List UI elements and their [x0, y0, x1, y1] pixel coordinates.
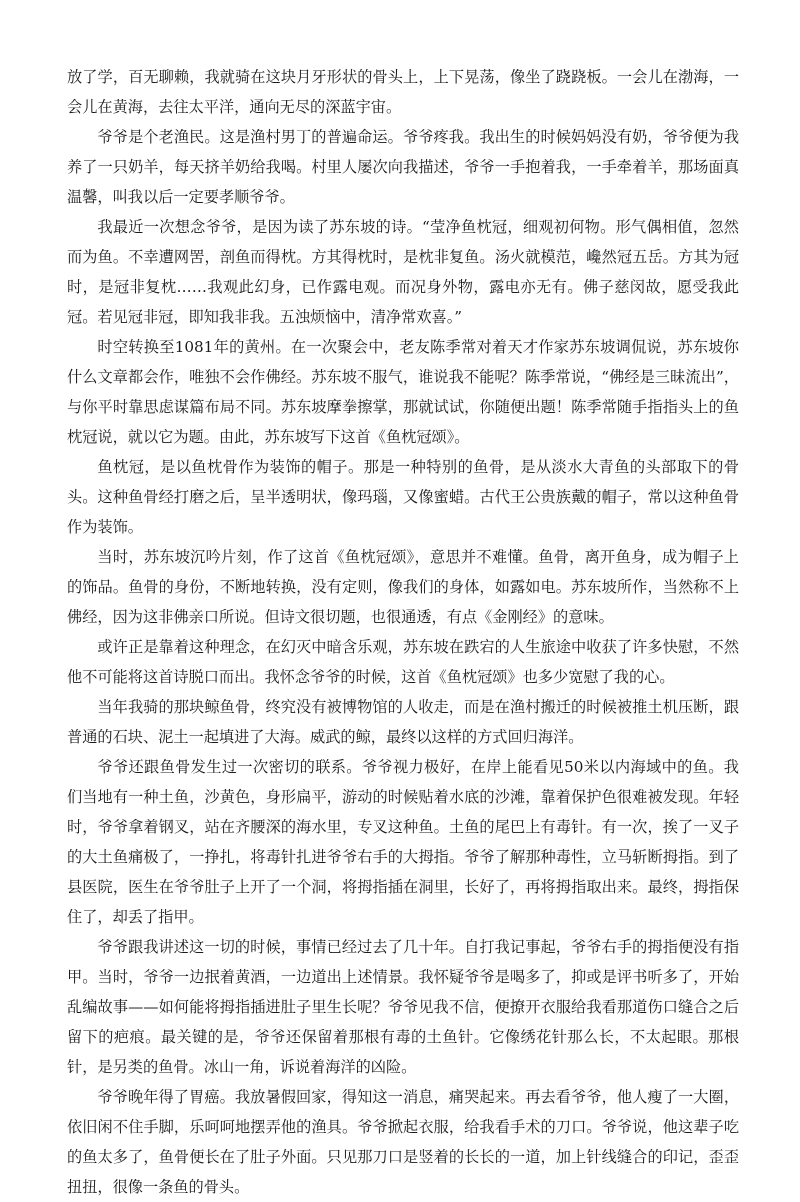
paragraph-8: 当年我骑的那块鲸鱼骨，终究没有被博物馆的人收走，而是在渔村搬迁的时候被推土机压断，跟普通的石块、泥土一起填进了大海。威武的鲸，最终以这样的方式回归海洋。: [67, 698, 739, 746]
paragraph-2: 爷爷是个老渔民。这是渔村男丁的普遍命运。爷爷疼我。我出生的时候妈妈没有奶，爷爷便为我养了一只奶羊，每天挤羊奶给我喝。村里人屡次向我描述，爷爷一手抱着我，一手牵着羊，那场面真温馨，叫我以后一定要孝顺爷爷。: [67, 128, 739, 206]
paragraph-4: 时空转换至1081年的黄州。在一次聚会中，老友陈季常对着天才作家苏东坡调侃说，苏东坡你什么文章都会作，唯独不会作佛经。苏东坡不服气，谁说我不能呢？陈季常说，“佛经是三昧流出”，与你平时靠思虑谋篇布局不同。苏东坡摩拳擦掌，那就试试，你随便出题！陈季常随手指指头上的鱼枕冠说，就以它为题。由此，苏东坡写下这首《鱼枕冠颂》。: [67, 338, 739, 446]
paragraph-6: 当时，苏东坡沉吟片刻，作了这首《鱼枕冠颂》，意思并不难懂。鱼骨，离开鱼身，成为帽子上的饰品。鱼骨的身份，不断地转换，没有定则，像我们的身体，如露如电。苏东坡所作，当然称不上佛经，因为这非佛亲口所说。但诗文很切题，也很通透，有点《金刚经》的意味。: [67, 548, 739, 626]
paragraph-5: 鱼枕冠，是以鱼枕骨作为装饰的帽子。那是一种特别的鱼骨，是从淡水大青鱼的头部取下的骨头。这种鱼骨经打磨之后，呈半透明状，像玛瑙，又像蜜蜡。古代王公贵族戴的帽子，常以这种鱼骨作为装饰。: [67, 458, 739, 536]
paragraph-9: 爷爷还跟鱼骨发生过一次密切的联系。爷爷视力极好，在岸上能看见50米以内海域中的鱼。我们当地有一种土鱼，沙黄色，身形扁平，游动的时候贴着水底的沙滩，靠着保护色很难被发现。年轻时，爷爷拿着钢叉，站在齐腰深的海水里，专叉这种鱼。土鱼的尾巴上有毒针。有一次，挨了一叉子的大土鱼痛极了，一挣扎，将毒针扎进爷爷右手的大拇指。爷爷了解那种毒性，立马斩断拇指。到了县医院，医生在爷爷肚子上开了一个洞，将拇指插在洞里，长好了，再将拇指取出来。最终，拇指保住了，却丢了指甲。: [67, 758, 739, 926]
paragraph-7: 或许正是靠着这种理念，在幻灭中暗含乐观，苏东坡在跌宕的人生旅途中收获了许多快慰，不然他不可能将这首诗脱口而出。我怀念爷爷的时候，这首《鱼枕冠颂》也多少宽慰了我的心。: [67, 638, 739, 686]
document-body: [67, 62, 739, 1202]
paragraph-10: 爷爷跟我讲述这一切的时候，事情已经过去了几十年。自打我记事起，爷爷右手的拇指便没有指甲。当时，爷爷一边抿着黄酒，一边道出上述情景。我怀疑爷爷是喝多了，抑或是评书听多了，开始乱编故事——如何能将拇指插进肚子里生长呢？爷爷见我不信，便撩开衣服给我看那道伤口缝合之后留下的疤痕。最关键的是，爷爷还保留着那根有毒的土鱼针。它像绣花针那么长，不太起眼。那根针，是另类的鱼骨。冰山一角，诉说着海洋的凶险。: [67, 938, 739, 1076]
paragraph-11: 爷爷晚年得了胃癌。我放暑假回家，得知这一消息，痛哭起来。再去看爷爷，他人瘦了一大圈，依旧闲不住手脚，乐呵呵地摆弄他的渔具。爷爷掀起衣服，给我看手术的刀口。爷爷说，他这辈子吃的鱼太多了，鱼骨便长在了肚子外面。只见那刀口是竖着的长长的一道，加上针线缝合的印记，歪歪扭扭，很像一条鱼的骨头。: [67, 1088, 739, 1196]
paragraph-1: 放了学，百无聊赖，我就骑在这块月牙形状的骨头上，上下晃荡，像坐了跷跷板。一会儿在渤海，一会儿在黄海，去往太平洋，通向无尽的深蓝宇宙。: [67, 68, 739, 116]
paragraph-3: 我最近一次想念爷爷，是因为读了苏东坡的诗。“莹净鱼枕冠，细观初何物。形气偶相值，忽然而为鱼。不幸遭网罟，剖鱼而得枕。方其得枕时，是枕非复鱼。汤火就模范，巉然冠五岳。方其为冠时，是冠非复枕……我观此幻身，已作露电观。而况身外物，露电亦无有。佛子慈闵故，愿受我此冠。若见冠非冠，即知我非我。五浊烦恼中，清净常欢喜。”: [67, 218, 739, 326]
